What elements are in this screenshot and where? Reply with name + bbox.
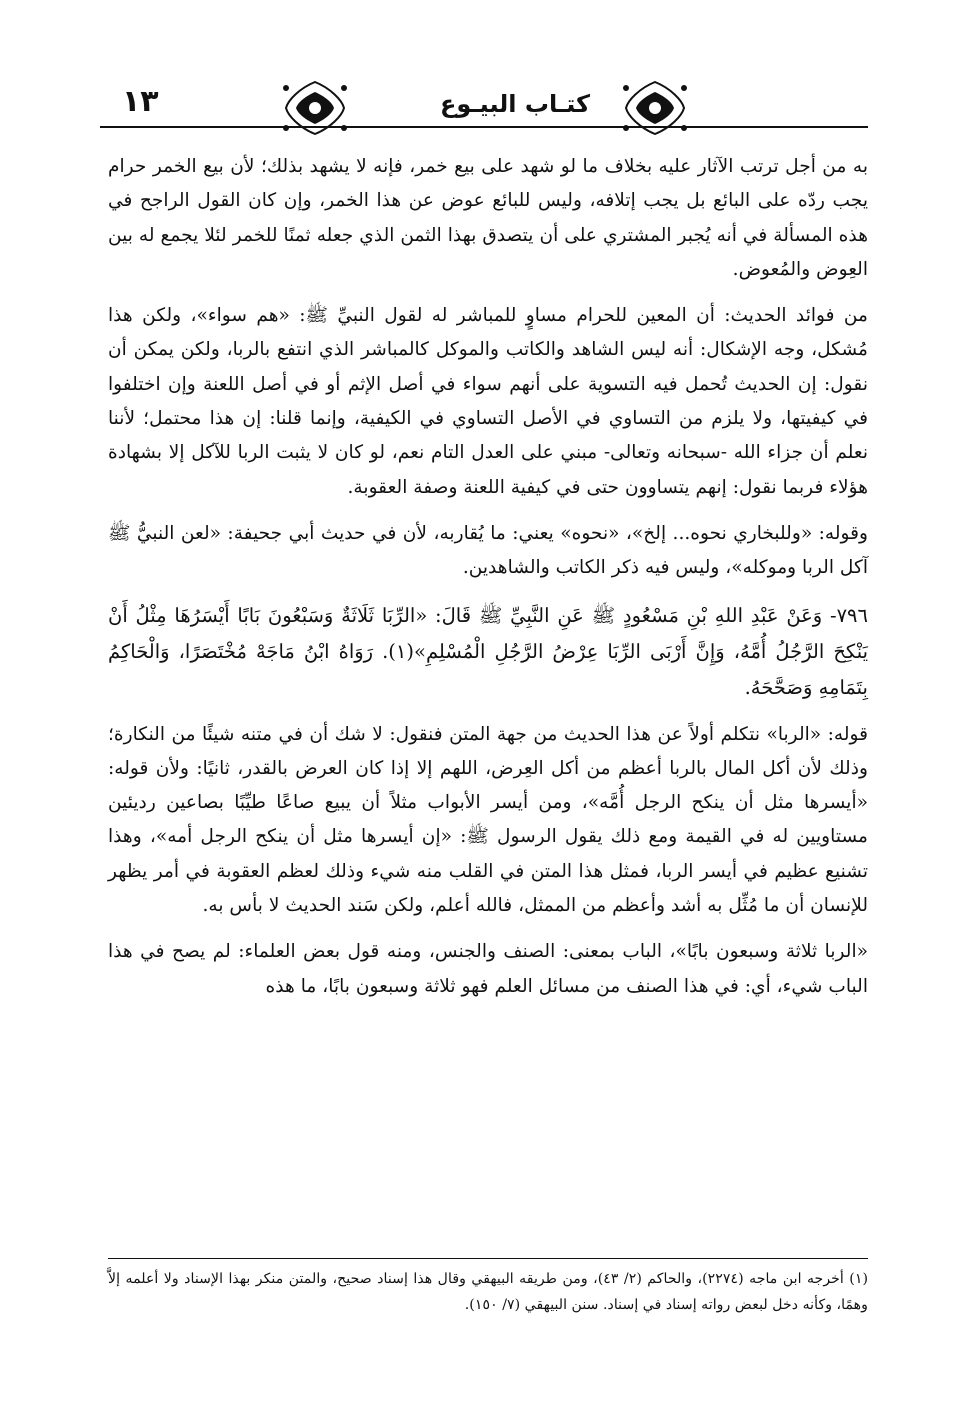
paragraph: من فوائد الحديث: أن المعين للحرام مساوٍ للمباشر له لقول النبيِّ ﷺ: «هم سواء»، ولكن هذا مُشكل، وجه الإشكال: أنه ليس الشاهد والكاتب والموكل كالمباشر الذي انتفع بالربا، ولكن يمكن أن نقول: إن الحديث تُحمل فيه التسوية على أنهم سواء في أصل الإثم أو في أصل اللعنة وإن اختلفوا في كيفيتها، ولا يلزم من التساوي في الأصل التساوي في الكيفية، وإنما قلنا: إن هذا محتمل؛ لأننا نعلم أن جزاء الله -سبحانه وتعالى- مبني على العدل التام نعم، لو كان لا يثبت الربا للآكل إلا بشهادة هؤلاء فربما نقول: إنهم يتساوون حتى في كيفية اللعنة وصفة العقوبة.	[108, 305, 868, 498]
paragraph: وقوله: «وللبخاري نحوه... إلخ»، «نحوه» يعني: ما يُقاربه، لأن في حديث أبي جحيفة: «لعن النبيُّ ﷺ آكل الربا وموكله»، وليس فيه ذكر الكاتب والشاهدين.	[108, 522, 868, 579]
paragraph: به من أجل ترتب الآثار عليه بخلاف ما لو شهد على بيع خمر، فإنه لا يشهد بذلك؛ لأن بيع الخمر حرام يجب ردّه على البائع بل يجب إتلافه، وليس للبائع عوض عن هذا الخمر، وإن كان القول الراجح في هذه المسألة في أنه يُجبر المشتري على أن يتصدق بهذا الثمن الذي جعله ثمنًا للخمر لئلا يجمع له بين العِوض والمُعوض.	[108, 156, 868, 280]
paragraph: قوله: «الربا» نتكلم أولاً عن هذا الحديث من جهة المتن فنقول: لا شك أن في متنه شيئًا من النكارة؛ وذلك لأن أكل المال بالربا أعظم من أكل العِرض، اللهم إلا إذا كان العرض بالقدر، ثانيًا: ولأن قوله: «أيسرها مثل أن ينكح الرجل أُمَّه»، ومن أيسر الأبواب مثلاً أن يبيع صاعًا طيِّبًا بصاعين رديئين مستاويين له في القيمة ومع ذلك يقول الرسول ﷺ: «إن أيسرها مثل أن ينكح الرجل أمه»، وهذا تشنيع عظيم في أيسر الربا، فمثل هذا المتن في القلب منه شيء وذلك لعظم العقوبة في أمر يظهر للإنسان أن ما مُثِّل به أشد وأعظم من الممثل، فالله أعلم، ولكن سَند الحديث لا بأس به.	[108, 723, 868, 917]
header-rule	[100, 126, 868, 128]
ornament-icon	[620, 78, 690, 138]
main-text	[108, 150, 868, 1016]
hadith-text: ٧٩٦- وَعَنْ عَبْدِ اللهِ بْنِ مَسْعُودٍ ﷺ عَنِ النَّبِيِّ ﷺ قَالَ: «الرِّبَا ثَلَاثَةٌ وَسَبْعُونَ بَابًا أَيْسَرُهَا مِثْلُ أَنْ يَنْكِحَ الرَّجُلُ أُمَّهُ، وَإِنَّ أَرْبَى الرِّبَا عِرْضُ الرَّجُلِ الْمُسْلِمِ»(١). رَوَاهُ ابْنُ مَاجَهْ مُخْتَصَرًا، وَالْحَاكِمُ بِتَمَامِهِ وَصَحَّحَهُ.	[108, 603, 869, 699]
footnote	[108, 1266, 868, 1318]
footnote-rule	[108, 1258, 868, 1259]
book-title: كتـاب البيـوع	[440, 90, 590, 118]
footnote-text: (١) أخرجه ابن ماجه (٢٢٧٤)، والحاكم (٢/ ٤٣)، ومن طريقه البيهقي وقال هذا إسناد صحيح، والمتن منكر بهذا الإسناد ولا أعلمه إلاَّ وهمًا، وكأنه دخل لبعض رواته إسناد في إسناد. سنن البيهقي (٧/ ١٥٠).	[108, 1271, 869, 1313]
paragraph: «الربا ثلاثة وسبعون بابًا»، الباب بمعنى: الصنف والجنس، ومنه قول بعض العلماء: لم يصح في هذا الباب شيء، أي: في هذا الصنف من مسائل العلم فهو ثلاثة وسبعون بابًا، ما هذه	[108, 941, 868, 997]
ornament-icon	[280, 78, 350, 138]
page-header	[100, 78, 868, 140]
page-number: ١٣	[122, 84, 159, 119]
